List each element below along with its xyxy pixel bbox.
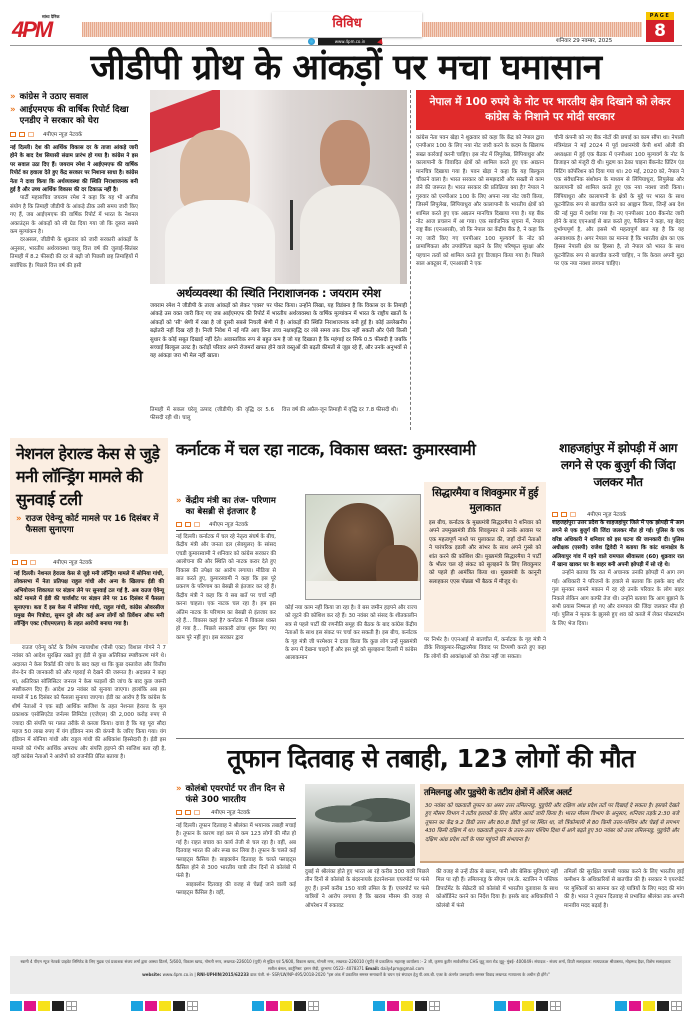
chevron-right-icon: » <box>10 105 16 115</box>
square-icon <box>19 132 25 137</box>
logo-small-text: सांध्य दैनिक <box>42 14 60 19</box>
lead-col3: वित्त वर्ष की अप्रैल-जून तिमाही में वृद्धि दर 7.8 फीसदी थी। <box>282 407 398 413</box>
microphone <box>290 200 293 250</box>
footer-rni: RNI-UPHIN/2015/62233 <box>196 972 249 977</box>
cyclone-headline: तूफान दितवाह से तबाही, 123 लोगों की मौत <box>227 744 635 773</box>
chevron-right-icon: » <box>176 784 182 794</box>
page-badge <box>646 12 674 44</box>
section-label: विविध <box>332 16 362 31</box>
karnataka-left-col <box>176 496 276 701</box>
herald-body: राउज एवेन्यू कोर्ट के विशेष न्यायाधीश (पीसी एक्ट) विशाल गोगने ने 7 नवंबर को आदेश सुरक्षित रखते हुए ईडी से कुछ अतिरिक्त स्पष्टीकरण मांगे थे। अदालत ने केस रिकॉर्ड की जांच के बाद कहा था कि कुछ दस्तावेज और वित्तीय लेन-देन की जानकारी को और गहराई से देखने की जरूरत है। अदालत ने कहा था, अतिरिक्त सॉलिसिटर जनरल ने केस फाइलों की जांच के बाद कुछ जरूरी स्पष्टीकरण दिए हैं। आदेश 29 नवंबर को सुनाया जाएगा। हालांकि अब इस मामले में 16 दिसंबर को फैसला सुनाया जाएगा। ईडी का आरोप है कि कांग्रेस के शीर्ष नेताओं ने एक बड़ी आर्थिक साजिश के तहत नेशनल हेराल्ड के मूल प्रकाशक एसोसिएटेड जर्नल्स लिमिटेड (एजेएल) की 2,000 करोड़ रुपए से ज्यादा की संपत्ति पर गलत तरीके से कब्जा किया। दावा है कि यह पूरा सौदा महज 50 लाख रुपए में यंग इंडियन नाम की कंपनी के जरिए किया गया। यंग इंडियन में सोनिया गांधी और राहुल गांधी की अधिकांश हिस्सेदारी है। ईडी इस मामले को गंभीर आर्थिक अपराध और संपत्ति हड़पने की साजिश बता रही है, वहीं कांग्रेस नेताओं ने आरोपों को राजनीति प्रेरित बताया है। <box>12 645 166 761</box>
color-swatch <box>522 1001 534 1011</box>
lead-headline: जीडीपी ग्रोथ के आंकड़ों पर मचा घमासान <box>90 48 602 88</box>
cyclone-left-col <box>176 784 296 931</box>
color-swatch <box>387 1001 399 1011</box>
color-swatch <box>252 1001 264 1011</box>
color-swatch <box>401 1001 413 1011</box>
herald-subhead: » राउज ऐवेन्यू कोर्ट मामले पर 16 दिसंबर में फैसला सुनाएगा <box>16 514 159 535</box>
herald-body-wrap <box>10 568 168 804</box>
chevron-right-icon: » <box>10 92 16 102</box>
square-icon <box>28 132 34 137</box>
nepal-col1: कांग्रेस नेता पवन खेड़ा ने शुक्रवार को कहा कि केंद्र को नेपाल द्वारा एनपीआर 100 के लिए नया नोट जारी करने के कदम के खिलाफ सख्त कार्रवाई करनी चाहिए। इस नोट में लिपुलेख, लिंपियाधुरा और कालापानी के विवादित क्षेत्रों को शामिल करते हुए एक अद्यतन मानचित्र दिखाया गया है। पवन खेड़ा ने कहा कि यह बिल्कुल चौंकाने वाला है। भारत सरकार को समझदारी और सख्ती से काम लेने की जरूरत है। भारत सरकार की प्रतिक्रिया क्या है? नेपाल ने गुरुवार को एनपीआर 100 के लिए अपना नया नोट जारी किया, जिसमें लिपुलेख, लिंपियाधुरा और कालापानी के भारतीय क्षेत्रों को शामिल करते हुए एक अद्यतन मानचित्र दिखाया गया है। यह बैंक नोट आज प्रचलन में आ गया। एक सार्वजनिक सूचना में, नेपाल राष्ट्र बैंक (एनआरबी), जो कि नेपाल का केंद्रीय बैंक है, ने कहा कि नए जारी किए गए एनपीआर 100 मूल्यवर्ग के नोट को प्रामाणिकता और उपयोगिता बढ़ाने के लिए परिष्कृत सुरक्षा और पहचान तत्वों को शामिल करते हुए डिजाइन किया गया है। पिछले साल अक्टूबर में, एनआरबी ने एक <box>416 135 544 268</box>
karnataka-headline: कर्नाटक में चल रहा नाटक, विकास ध्वस्त: कुमारस्वामी <box>176 440 476 459</box>
page-label: PAGE <box>646 12 674 20</box>
color-swatch-group <box>131 1000 198 1012</box>
square-icon <box>194 810 200 815</box>
color-swatch <box>24 1001 36 1011</box>
lead-byline: 4पीएम न्यूज़ नेटवर्क <box>10 130 138 141</box>
chevron-right-icon: » <box>16 514 22 524</box>
shirt <box>306 581 421 600</box>
color-swatch <box>294 1001 306 1011</box>
nepal-headline-box <box>416 90 684 130</box>
registration-grid-icon <box>308 1001 319 1011</box>
footer-email[interactable]: daily4pm@gmail.com <box>380 965 425 971</box>
herald-byline: 4पीएम न्यूज़ नेटवर्क <box>12 558 164 568</box>
registration-grid-icon <box>187 1001 198 1011</box>
karnataka-col2: कोई नया काम नहीं किया जा रहा है। वे बस जमीन हड़पने और राज्य को लूटने की कोशिश कर रहे हैं। 30 नवंबर को संसद के शीतकालीन सत्र से पहले पार्टी की रणनीति समूह की बैठक के बाद कांग्रेस केंद्रीय नेताओं के साथ इस संकट पर चर्चा कर सकती है। इस बीच, कर्नाटक के गृह मंत्री जी परमेश्वर ने दावा किया कि कुछ लोग उन्हें मुख्यमंत्री के रूप में देखना चाहते हैं और इस मुद्दे को सुलझाना दिल्ली में कांग्रेस आलाकमान <box>285 605 417 662</box>
registration-grid-icon <box>671 1001 682 1011</box>
color-swatch <box>52 1001 64 1011</box>
rubble <box>335 842 415 858</box>
square-icon <box>185 810 191 815</box>
lead-body: नई दिल्ली। देश की आर्थिक विकास दर के ताजा आंकड़े जारी होने के बाद देश सियासी संग्राम प्रारंभ हो गया है। कांग्रेस ने इस पर सवाल उठा दिए हैं। जयराम रमेश ने आईएमएफ की वार्षिक रिपोर्ट का हवाला देते हुए केंद्र सरकार पर निशाना साधा है। कांग्रेस नेता ने दावा किया कि अर्थव्यवस्था की स्थिति निराशाजनक बनी हुई है और उच्च आर्थिक विकास की दर टिकाऊ नहीं है। पार्टी महासचिव जयराम रमेश ने कहा कि यह भी अजीब संयोग है कि तिमाही जीडीपी के आंकड़े ठीक उसी समय जारी किए गए हैं, जब आईएमएफ की वार्षिक रिपोर्ट में भारत के नेशनल अकाउंट्स के आंकड़ों को सी ग्रेड दिया गया जो कि दूसरा सबसे कम मूल्यांकन है। दरअसल, जीडीपी के शुक्रवार को जारी सरकारी आंकड़ों के अनुसार, भारतीय अर्थव्यवस्था चालू वित्त वर्ष की जुलाई-सितंबर तिमाही में 8.2 फीसदी की दर से बढ़ी जो पिछली छह तिमाहियों में सर्वाधिक है। पिछले वित्त वर्ष की इसी <box>10 145 138 269</box>
karnataka-byline: 4पीएम न्यूज़ नेटवर्क <box>176 520 276 531</box>
siddaramaiah-box-body: इस बीच, कर्नाटक के मुख्यमंत्री सिद्धारमैया ने शनिवार को अपने उपमुख्यमंत्री डीके शिवकुमार से उनके आवास पर एक महत्वपूर्ण नाश्ते पर मुलाकात की, जहाँ दोनों नेताओं ने पारंपरिक इडली और सांभर के साथ अपने गुस्से को शांत करने की कोशिश की। मुख्यमंत्री सिद्धारमैया ने पार्टी के भीतर चल रहे संकट को सुलझाने के लिए शिवकुमार को पहले ही आमंत्रित किया था। मुख्यमंत्री के कानूनी सलाहकार एएस पोन्नन्ना भी बैठक में मौजूद थे। <box>429 520 541 585</box>
color-swatch <box>131 1001 143 1011</box>
logo <box>12 14 80 42</box>
person-right <box>320 120 370 190</box>
siddaramaiah-box <box>424 482 546 632</box>
color-swatch <box>629 1001 641 1011</box>
orange-alert-box <box>420 784 684 863</box>
square-icon <box>570 512 576 517</box>
lead-left-column <box>10 92 138 438</box>
footer-website-label: website: <box>142 972 162 977</box>
masthead-rule <box>10 45 682 46</box>
color-swatch <box>173 1001 185 1011</box>
page-number: 8 <box>646 20 674 42</box>
person-right-body <box>300 185 400 284</box>
karnataka-subhead: » केंद्रीय मंत्री का तंज- परिणाम का बेसब्री से इंतजार है <box>176 496 276 517</box>
chevron-right-icon: » <box>176 496 182 506</box>
lead-col2: तिमाही में सकल घरेलू उत्पाद (जीडीपी) की वृद्धि दर 5.6 फीसदी रही थी। चालू <box>150 407 274 422</box>
footer-imprint: स्वामी 4 पीएम न्यूज नेटवर्क प्राइवेट लिमिटेड के लिए मुद्रक एवं प्रकाशक संजय शर्मा द्वारा आस्था प्रिंटर्स, 5/600, विकास खण्ड, गोमती नगर, लखनऊ-226010 (यूपी) से मुद्रित एवं 5/600, विकास खण्ड, गोमती नगर, लखनऊ-226010 (यूपी) से प्रकाशित। महाराष्ट्र कार्यालय :- 2 जी, कृष्णा कुटीर सार्वजनिक CHS जुहू तारा रोड जुहू- मुंबई- 400049। संपादक - संजय शर्मा, डिप्टी सलाहकार: सत्यप्रकाश श्रीवास्तव, मोहम्मद हैदर, विशेष सलाहकार: सतीश बंसल, कार्टूनिस्ट: हसन जैदी, दूरभाष: 0522- 4078371 <box>20 959 672 971</box>
color-swatch <box>415 1001 427 1011</box>
color-swatch <box>145 1001 157 1011</box>
globe-icon <box>308 38 315 45</box>
color-swatch <box>159 1001 171 1011</box>
cyclone-col3: की वजह से उन्हें ठीक से खाना, पानी और बेसिक सुविधाएं नहीं मिल पा रही हैं। तमिलनाडु के सीएम एम.के. स्टालिन ने पब्लिक डिपार्टमेंट के सेक्रेटरी को कोलंबो में भारतीय दूतावास के साथ कोऑर्डिनेट करने का निर्देश दिया है। इसके बाद अधिकारियों ने कोलंबो में फंसे <box>436 869 558 909</box>
cyclone-rule <box>176 738 684 739</box>
color-swatch <box>615 1001 627 1011</box>
square-icon <box>552 512 558 517</box>
herald-lead-para: नई दिल्ली। नेशनल हेराल्ड केस से जुड़े मनी लॉन्ड्रिंग मामले में सोनिया गांधी, लोकसभा में नेता प्रतिपक्ष राहुल गांधी और अन्य के खिलाफ ईडी की अभियोजन शिकायत पर संज्ञान लेने पर सुनवाई टल गई है. अब राउज ऐवेन्यू कोर्ट मामले में ईडी की चार्जशीट पर संज्ञान लेने पर 16 दिसंबर में फैसला सुनाएगा। बता दें इस केस में सोनिया गांधी, राहुल गांधी, कांग्रेस ओवरसीज प्रमुख सैम पित्रोदा, सुमन दुबे और कई अन्य लोगों को प्रिवेंशन ऑफ मनी लॉन्ड्रिंग एक्ट (पीएमएलए) के तहत आरोपी बनाया गया है। <box>10 568 168 644</box>
registration-grid-icon <box>429 1001 440 1011</box>
square-icon <box>10 132 16 137</box>
karnataka-col3: पर निर्भर है। एएनआई से बातचीत में, कर्नाटक के गृह मंत्री ने डीके शिवकुमार-सिद्धारमैया विवाद पर टिप्पणी करते हुए कहा कि लोगों की आकांक्षाओं को रोका नहीं जा सकता। <box>424 637 546 660</box>
color-swatch <box>494 1001 506 1011</box>
color-registration-bar <box>10 1000 682 1012</box>
color-swatch <box>10 1001 22 1011</box>
registration-grid-icon <box>550 1001 561 1011</box>
color-swatch <box>280 1001 292 1011</box>
cyclone-byline: 4पीएम न्यूज़ नेटवर्क <box>176 808 296 819</box>
masthead-stripe-left <box>82 22 272 37</box>
caption-title: अर्थव्यवस्था की स्थिति निराशाजनक : जयराम रमेश <box>176 286 381 300</box>
issue-date: शनिवार 29 नवम्बर, 2025 <box>556 38 613 44</box>
website-badge-text: www.4pm.co.in <box>334 39 366 44</box>
color-swatch-group <box>373 1000 440 1012</box>
nepal-headline: नेपाल में 100 रुपये के नोट पर भारतीय क्षेत्र दिखाने को लेकर कांग्रेस के निशाने पर मोदी सरकार <box>429 96 671 123</box>
trees <box>315 794 410 834</box>
nepal-col2: चीनी कंपनी को नए बैंक नोटों की छपाई का काम सौंपा था। नेपाली मंत्रिमंडल ने मई 2024 में पूर्व प्रधानमंत्री केपी शर्मा ओली की अध्यक्षता में हुई एक बैठक में एनपीआर 100 मूल्यवर्ग के नोट के डिजाइन को मंजूरी दी थी। मुद्रण का ठेका चाइना बैंकनोट प्रिंटिंग एंड मिंटिंग कॉर्पोरेशन को दिया गया था। 20 मई, 2020 को, नेपाल ने एक संवैधानिक संशोधन के माध्यम से लिंपियाधुरा, लिपुलेख और कालापानी को शामिल करते हुए एक नया नक्शा जारी किया। लिंपियाधुरा और कालापानी के क्षेत्रों के मुद्दे पर भारत के साथ कूटनीतिक रूप से बातचीत करने का आह्वान किया, जिन्हें अब देश की नई मुद्रा में दर्शाया गया है। नए एनपीआर 100 बैंकनोट जारी होने के बाद एएनआई से बात करते हुए, फैबियन ने कहा, यह बेहद दुर्भाग्यपूर्ण है, और इससे भी महत्वपूर्ण बात यह है कि यह अनावश्यक है। अगर नेपाल का मानना है कि भारतीय क्षेत्र का एक हिस्सा नेपाली क्षेत्र का हिस्सा है, तो नेपाल को भारत के साथ कूटनीतिक रूप से बातचीत करनी चाहिए, न कि केवल अपनी मुद्रा पर एक नया नक्शा लगाना चाहिए। <box>554 135 684 268</box>
herald-box <box>10 438 168 554</box>
color-swatch-group <box>615 1000 682 1012</box>
caption-body: जयराम रमेश ने जीडीपी के ताजा आंकड़ों को लेकर 'एक्स' पर पोस्ट किया। उन्होंने लिखा, यह विडंबना है कि विकास दर के तिमाही आंकड़े उस वक्त जारी किए गए जब आईएमएफ की रिपोर्ट में भारतीय अर्थव्यवस्था के वार्षिक मूल्यांकन में भारत के राष्ट्रीय खातों के आंकड़ों को 'सी' श्रेणी में रखा है जो दूसरी सबसे निचली श्रेणी में है। आंकड़ों की स्थिति निराशाजनक बनी हुई है। कोई उल्लेखनीय बढ़ोतरी नहीं दिख रही है। निजी निवेश में नई गति आए बिना उच्च नक्षत्रवृद्धि दर लंबे समय तक टिक नहीं सकती और ऐसी किसी सुधार के कोई सबूत दिखाई नहीं देते। अवास्तविक रूप से बहुत कम है जो यह दिखाता है कि महंगाई दर सिर्फ 0.5 फीसदी है जबकि सच्चाई बिल्कुल उलट है। करोड़ों परिवार अपने रोजमर्रा खपत होने वाले वस्तुओं की बढ़ती कीमतों से जूझ रहे हैं, और उनके अनुभवों से यह आंकड़ा जरा भी मेल नहीं खाता। <box>150 303 407 360</box>
shahjahanpur-headline: शाहजहांपुर में झोपड़ी में आग लगने से एक बुजुर्ग की जिंदा जलकर मौत <box>559 441 677 489</box>
shahjahanpur-byline: 4पीएम न्यूज़ नेटवर्क <box>552 510 684 521</box>
color-swatch-group <box>494 1000 561 1012</box>
cyclone-col1: नई दिल्ली। तूफान दितवाह ने श्रीलंका में भयानक तबाही मचाई है। तूफान के कारण वहां कम से कम 123 लोगों की मौत हो गई है। राहत बचाव का कार्य तेजी से चल रहा है। वहीं, अब दितवाह भारत की ओर रूख कर लिया है। तूफान के चलते कई फ्लाइट्स कैंसिल है। साइक्लोन दितवाह के चलते फ्लाइट्स कैंसिल होने से 300 भारतीय यात्री तीन दिनों से कोलंबो में फंसे है। साइक्लोन दितवाह की वजह से चेन्नई जाने वाली कई फ्लाइट्स कैंसिल है। वहीं, <box>176 823 296 897</box>
square-icon <box>185 522 191 527</box>
cyclone-photo <box>305 784 415 866</box>
masthead-stripe-right <box>422 22 642 37</box>
cyclone-col2: दुबई से श्रीलंका होते हुए भारत आ रहे करीब 300 यात्री पिछले तीन दिनों से कोलंबो के बंदरनायके इंटरनेशनल एयरपोर्ट पर फंसे हुए हैं। इनमें करीब 150 यात्री तमिल के हैं। एयरपोर्ट पर फंसे यात्रियों ने आरोप लगाया है कि खराब मौसम की वजह से ऑपरेशन में रुकावट <box>305 869 429 909</box>
square-icon <box>561 512 567 517</box>
registration-grid-icon <box>66 1001 77 1011</box>
color-swatch <box>536 1001 548 1011</box>
color-swatch <box>643 1001 655 1011</box>
footer: स्वामी 4 पीएम न्यूज नेटवर्क प्राइवेट लिमिटेड के लिए मुद्रक एवं प्रकाशक संजय शर्मा द्वारा आस्था प्रिंटर्स, 5/600, विकास खण्ड, गोमती नगर, लखनऊ-226010 (यूपी) से मुद्रित एवं 5/600, विकास खण्ड, गोमती नगर, लखनऊ-226010 (यूपी) से प्रकाशित। महाराष्ट्र कार्यालय :- 2 जी, कृष्णा कुटीर सार्वजनिक CHS जुहू तारा रोड जुहू- मुंबई- 400049। संपादक - संजय शर्मा, डिप्टी सलाहकार: सत्यप्रकाश श्रीवास्तव, मोहम्मद हैदर, विशेष सलाहकार: सतीश बंसल, कार्टूनिस्ट: हसन जैदी, दूरभाष: 0522- 4078371 Email: daily4pm@gmail.com website: www.4pm.co.in | RNI-UPHIN/2015/62233 डाक पंजी. सं- SSP/LW/NP-495/2018-2020 "इस अंक में प्रकाशित समस्त समाचारों के चयन एवं संपादन हेतु पी.आर.बी. एक्ट के अंतर्गत उत्तरदायी। समस्त विवाद लखनऊ न्यायालय के अधीन ही होंगे।" <box>10 956 682 994</box>
lead-subhead-1: » कांग्रेस ने उठाए सवाल <box>10 92 89 102</box>
color-swatch <box>657 1001 669 1011</box>
person-left-body <box>165 200 275 284</box>
color-swatch <box>266 1001 278 1011</box>
logo-main: 4PM <box>12 17 52 42</box>
lead-photo <box>150 90 407 284</box>
herald-headline: नेशनल हेराल्ड केस से जुड़े मनी लॉन्ड्रिंग मामले की सुनवाई टली <box>16 444 160 509</box>
website-badge[interactable] <box>318 38 382 45</box>
lead-caption <box>150 286 407 403</box>
cyclone-col4: तमिलों की सुरक्षित वापसी पक्का करने के लिए भारतीय हाई कमीशन के अधिकारियों से बातचीत की है। सरकार ने एयरपोर्ट पर मुश्किलों का सामना कर रहे यात्रियों के लिए मदद की मांग की है। भारत ने तूफान दितवाह से प्रभावित श्रीलंका तक अपनी मानवीय मदद बढ़ाई है। <box>564 869 684 909</box>
section-label-box <box>272 12 422 37</box>
footer-disclaimer: "इस अंक में प्रकाशित समस्त समाचारों के चयन एवं संपादन हेतु पी.आर.बी. एक्ट के अंतर्गत उत्तरदायी। समस्त विवाद लखनऊ न्यायालय के अधीन ही होंगे।" <box>326 972 550 977</box>
masthead <box>0 0 692 44</box>
square-icon <box>176 522 182 527</box>
square-icon <box>194 522 200 527</box>
cyclone-subhead: » कोलंबो एयरपोर्ट पर तीन दिन से फंसे 300 भारतीय <box>176 784 285 805</box>
footer-email-label: Email: <box>365 965 380 971</box>
column-divider <box>410 90 411 430</box>
shahjahanpur-body: शाहजहांपुर। उत्तर प्रदेश के शाहजहांपुर जिले में एक झोपड़ी में आग लगने से एक बुजुर्ग की जिंदा जलकर मौत हो गई। पुलिस के एक वरिष्ठ अधिकारी ने शनिवार को इस घटना की जानकारी दी। पुलिस अधीक्षक (एसपी) राजेश द्विवेदी ने बताया कि कांट थानाक्षेत्र के अलियापुर गांव में रहने वाले रामपाल श्रीवास्तव (60) शुक्रवार रात में खाना खाकर घर के बाहर बनी अपनी झोपड़ी में सो रहे थे। उन्होंने बताया कि रात में अचानक उनकी झोपड़ी में आग लग गई। अधिकारी ने परिजनों के हवाले से बताया कि इसके बाद शोर गुल सुनकर सामने मकान में रह रहे उनके परिवार के लोग बाहर निकले लेकिन आग काफी तेज थी। उन्होंने बताया कि आग बुझाने के सभी प्रयास निष्फल हो गए और रामपाल की जिंदा जलकर मौत हो गई। पुलिस ने मृतक के झुलसे हुए शव को कब्जे में लेकर पोस्टमार्टम के लिए भेज दिया। <box>552 520 684 627</box>
square-icon <box>21 560 27 565</box>
footer-registration: डाक पंजी. सं- SSP/LW/NP-495/2018-2020 <box>250 972 326 977</box>
person-left <box>180 130 250 210</box>
siddaramaiah-box-title: सिद्धारमैया व शिवकुमार में हुई मुलाकात <box>432 487 538 514</box>
square-icon <box>12 560 18 565</box>
lead-subhead-2: » आईएमएफ की वार्षिक रिपोर्ट दिखा एनडीए ने सरकार को घेरा <box>10 105 129 126</box>
color-swatch <box>373 1001 385 1011</box>
color-swatch <box>38 1001 50 1011</box>
color-swatch <box>508 1001 520 1011</box>
kumaraswamy-photo <box>305 494 421 600</box>
footer-website[interactable]: www.4pm.co.in <box>162 972 194 977</box>
square-icon <box>30 560 36 565</box>
square-icon <box>176 810 182 815</box>
color-swatch-group <box>10 1000 77 1012</box>
karnataka-col1: नई दिल्ली। कर्नाटक में चल रहे नेतृत्व संघर्ष के बीच, केंद्रीय मंत्री और जनता दल (सेक्युलर) के सांसद एचडी कुमारस्वामी ने शनिवार को कांग्रेस सरकार की आलोचना की और स्थिति को नाटक करार देते हुए विकास की उपेक्षा का आरोप लगाया। मीडिया से बात करते हुए, कुमारस्वामी ने कहा कि इस पूरे प्रकरण के परिणाम का बेसब्री से इंतजार कर रहे हैं। केंद्रीय मंत्री ने कहा कि ये सब बातें पर चर्चा नहीं करना चाहता। एक नाटक चल रहा है। हम इस अंतिम नाटक के परिणाम का बेसब्री से इंतजार कर रहे हैं... विकास कहां है? कर्नाटक में विकास ध्वस्त हो गया है... पिछले सरकारी ढांचा शुरू किए गए काम पूरे नहीं हुए। इस सरकार द्वारा <box>176 534 276 641</box>
color-swatch-group <box>252 1000 319 1012</box>
orange-alert-title: तमिलनाडु और पुडुचेरी के तटीय क्षेत्रों में ऑरेंज अलर्ट <box>424 788 572 798</box>
orange-alert-body: 30 नवंबर को चक्रवाती तूफान का असर उत्तर तमिलनाडु, पुडुचेरी और दक्षिण आंध्र प्रदेश तटों पर दिखाई दे सकता है। इसको देखते हुए मौसम विभाग ने तटीय इलाकों के लिए ऑरेंज अलर्ट जारी किया है। भारत मौसम विभाग के अनुसार, शनिवार तड़के 2:30 बजे तूफान का केंद्र 9.2 डिग्री उत्तर और 80.8 डिग्री पूर्व पर स्थित था, जो त्रिंकोमाली से 80 किमी उत्तर-पश्चिम और चेन्नई से लगभग 430 किमी दक्षिण में था। चक्रवाती तूफान के उत्तर-उत्तर पश्चिम दिशा में आगे बढ़ते हुए 30 नवंबर को उत्तर तमिलनाडु, पुडुचेरी और दक्षिण आंध्र प्रदेश तटों के पास पहुंचने की संभावना है। <box>425 803 679 843</box>
